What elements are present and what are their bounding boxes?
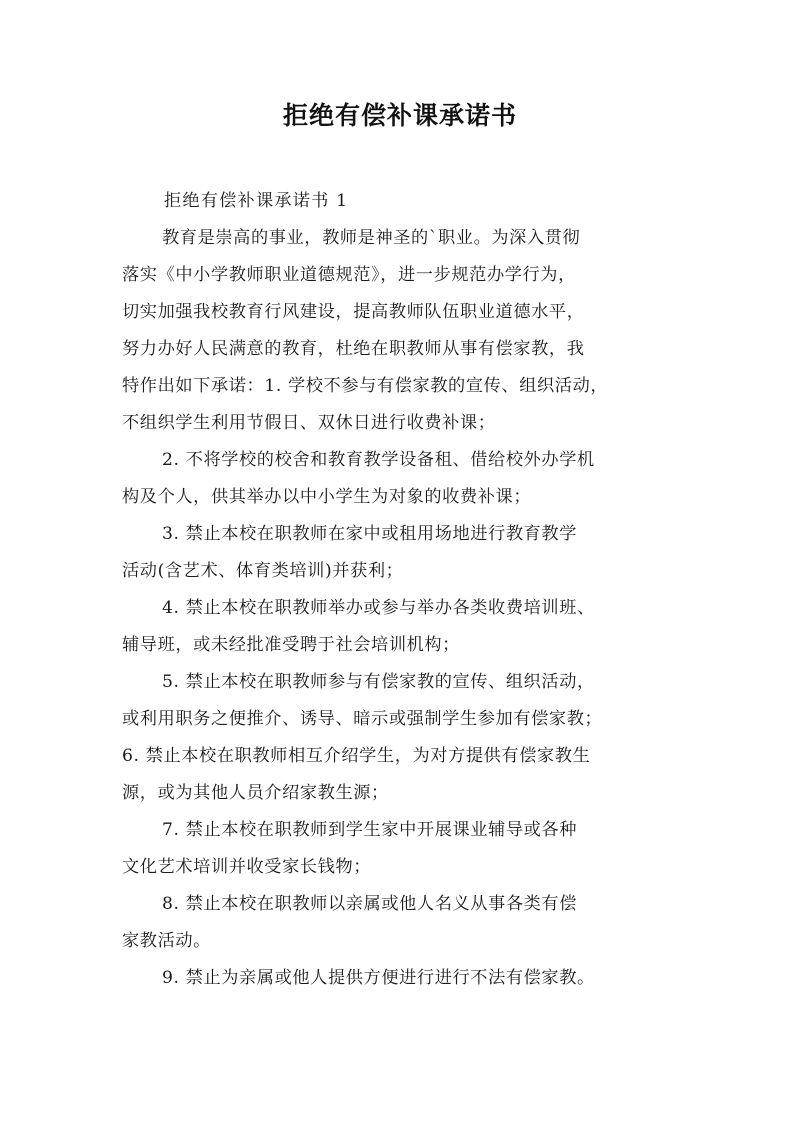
paragraph-line: 2. 不将学校的校舍和教育教学设备租、借给校外办学机 <box>162 450 595 470</box>
section-heading: 拒绝有偿补课承诺书 1 <box>164 191 349 211</box>
document-body <box>122 183 682 997</box>
paragraph-line: 特作出如下承诺：1. 学校不参与有偿家教的宣传、组织活动， <box>122 376 609 396</box>
paragraph-line: 6. 禁止本校在职教师相互介绍学生，为对方提供有偿家教生 <box>122 746 591 766</box>
paragraph-line: 5. 禁止本校在职教师参与有偿家教的宣传、组织活动， <box>162 672 595 692</box>
paragraph-line: 3. 禁止本校在职教师在家中或租用场地进行教育教学 <box>162 524 577 544</box>
paragraph-line: 4. 禁止本校在职教师举办或参与举办各类收费培训班、 <box>162 598 595 618</box>
paragraph-line: 落实《中小学教师职业道德规范》，进一步规范办学行为， <box>122 265 576 285</box>
paragraph-line: 9. 禁止为亲属或他人提供方便进行进行不法有偿家教。 <box>162 968 595 988</box>
paragraph-line: 构及个人，供其举办以中小学生为对象的收费补课； <box>122 487 532 507</box>
paragraph-line: 辅导班，或未经批准受聘于社会培训机构； <box>122 635 460 655</box>
paragraph-line: 7. 禁止本校在职教师到学生家中开展课业辅导或各种 <box>162 820 577 840</box>
paragraph-line: 努力办好人民满意的教育，杜绝在职教师从事有偿家教，我 <box>122 339 585 359</box>
paragraph-line: 源，或为其他人员介绍家教生源； <box>122 783 389 803</box>
paragraph-line: 不组织学生利用节假日、双休日进行收费补课； <box>122 413 496 433</box>
paragraph-line: 教育是崇高的事业，教师是神圣的`职业。为深入贯彻 <box>162 228 581 248</box>
paragraph-line: 文化艺术培训并收受家长钱物； <box>122 857 372 877</box>
document-title: 拒绝有偿补课承诺书 <box>282 101 517 130</box>
paragraph-line: 切实加强我校教育行风建设，提高教师队伍职业道德水平， <box>122 302 585 322</box>
paragraph-line: 8. 禁止本校在职教师以亲属或他人名义从事各类有偿 <box>162 894 577 914</box>
paragraph-line: 活动(含艺术、体育类培训)并获利； <box>122 561 404 581</box>
paragraph-line: 或利用职务之便推介、诱导、暗示或强制学生参加有偿家教； <box>122 709 603 729</box>
paragraph-line: 家教活动。 <box>122 931 211 951</box>
